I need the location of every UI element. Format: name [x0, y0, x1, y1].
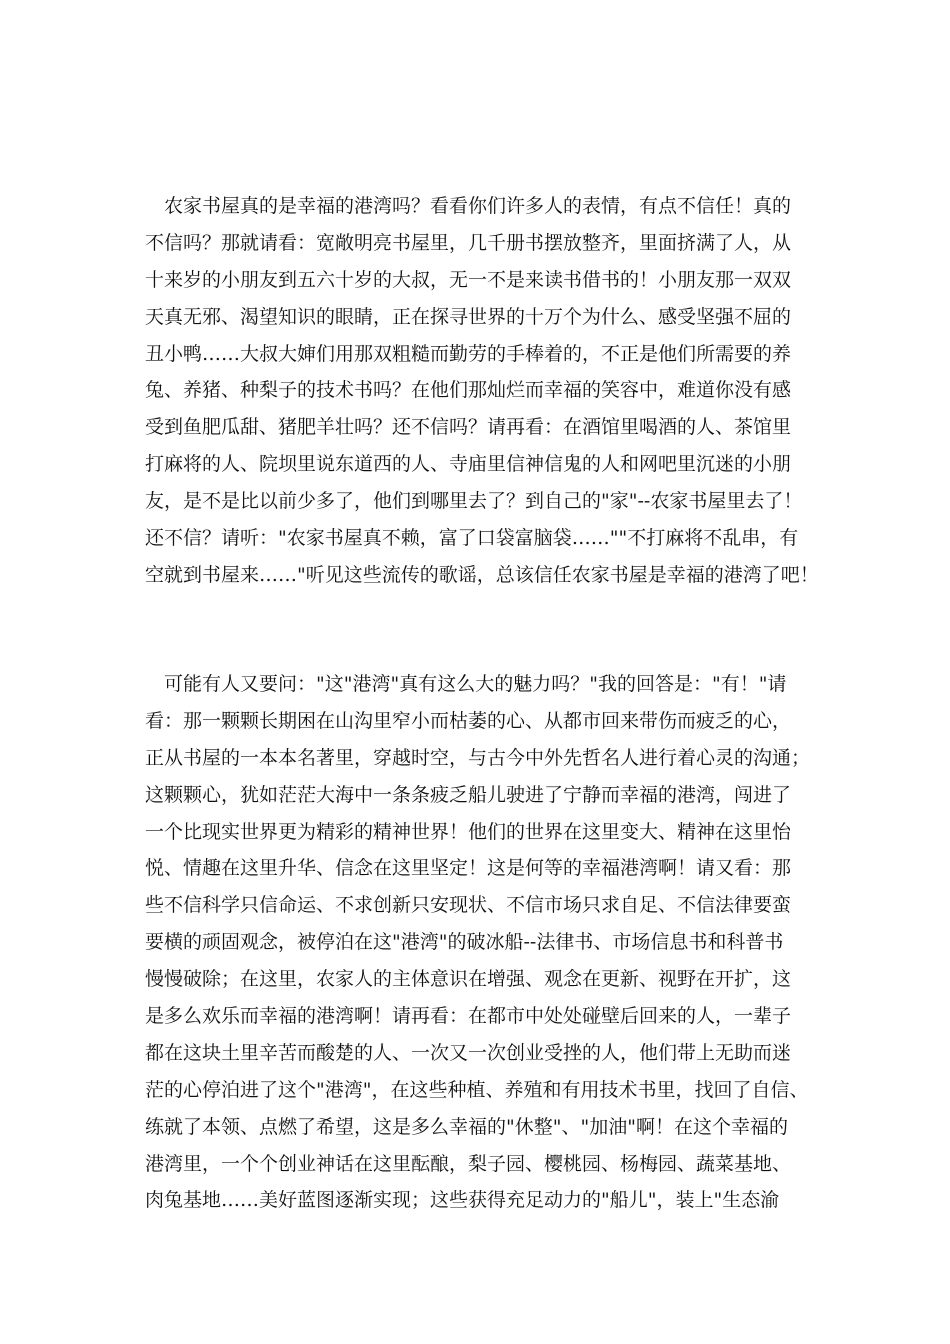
text-line: 茫的心停泊进了这个"港湾"，在这些种植、养殖和有用技术书里，找回了自信、 [145, 1078, 809, 1101]
text-line: 肉兔基地……美好蓝图逐渐实现；这些获得充足动力的"船儿"，装上"生态渝 [145, 1189, 780, 1212]
text-line: 正从书屋的一本本名著里，穿越时空，与古今中外先哲名人进行着心灵的沟通； [145, 746, 811, 769]
text-line: 还不信？请听："农家书屋真不赖，富了口袋富脑袋……""不打麻将不乱串，有 [145, 527, 799, 550]
text-line: 兔、养猪、种梨子的技术书吗？在他们那灿烂而幸福的笑容中，难道你没有感 [145, 379, 792, 402]
text-line: 要横的顽固观念，被停泊在这"港湾"的破冰船--法律书、市场信息书和科普书 [145, 931, 784, 954]
text-line: 练就了本领、点燃了希望，这是多么幸福的"休整"、"加油"啊！在这个幸福的 [145, 1115, 788, 1138]
text-line: 受到鱼肥瓜甜、猪肥羊壮吗？还不信吗？请再看：在酒馆里喝酒的人、茶馆里 [145, 416, 792, 439]
text-line: 慢慢破除；在这里，农家人的主体意识在增强、观念在更新、视野在开扩，这 [145, 968, 792, 991]
text-line: 都在这块土里辛苦而酸楚的人、一次又一次创业受挫的人，他们带上无助而迷 [145, 1041, 792, 1064]
text-line: 十来岁的小朋友到五六十岁的大叔，无一不是来读书借书的！小朋友那一双双 [145, 268, 792, 291]
text-line: 农家书屋真的是幸福的港湾吗？看看你们许多人的表情，有点不信任！真的 [145, 195, 792, 217]
paragraph-2 [145, 666, 825, 1219]
text-line: 些不信科学只信命运、不求创新只安现状、不信市场只求自足、不信法律要蛮 [145, 894, 792, 917]
text-line: 丑小鸭……大叔大婶们用那双粗糙而勤劳的手棒着的，不正是他们所需要的养 [145, 342, 792, 365]
text-line: 天真无邪、渴望知识的眼睛，正在探寻世界的十万个为什么、感受坚强不屈的 [145, 305, 792, 328]
text-line: 空就到书屋来……"听见这些流传的歌谣，总该信任农家书屋是幸福的港湾了吧！ [145, 563, 819, 586]
text-line: 港湾里，一个个创业神话在这里酝酿，梨子园、樱桃园、杨梅园、蔬菜基地、 [145, 1152, 792, 1175]
text-line: 不信吗？那就请看：宽敞明亮书屋里，几千册书摆放整齐，里面挤满了人，从 [145, 231, 792, 254]
paragraph-1 [145, 188, 825, 594]
text-line: 打麻将的人、院坝里说东道西的人、寺庙里信神信鬼的人和网吧里沉迷的小朋 [145, 453, 792, 476]
text-line: 友，是不是比以前少多了，他们到哪里去了？到自己的"家"--农家书屋里去了！ [145, 490, 803, 513]
text-line: 可能有人又要问："这"港湾"真有这么大的魅力吗？"我的回答是："有！"请 [145, 673, 787, 695]
text-line: 这颗颗心，犹如茫茫大海中一条条疲乏船儿驶进了宁静而幸福的港湾，闯进了 [145, 783, 792, 806]
text-line: 看：那一颗颗长期困在山沟里窄小而枯萎的心、从都市回来带伤而疲乏的心， [145, 709, 792, 732]
text-line: 是多么欢乐而幸福的港湾啊！请再看：在都市中处处碰壁后回来的人，一辈子 [145, 1005, 792, 1028]
text-line: 悦、情趣在这里升华、信念在这里坚定！这是何等的幸福港湾啊！请又看：那 [145, 857, 792, 880]
text-line: 一个比现实世界更为精彩的精神世界！他们的世界在这里变大、精神在这里怡 [145, 820, 792, 843]
